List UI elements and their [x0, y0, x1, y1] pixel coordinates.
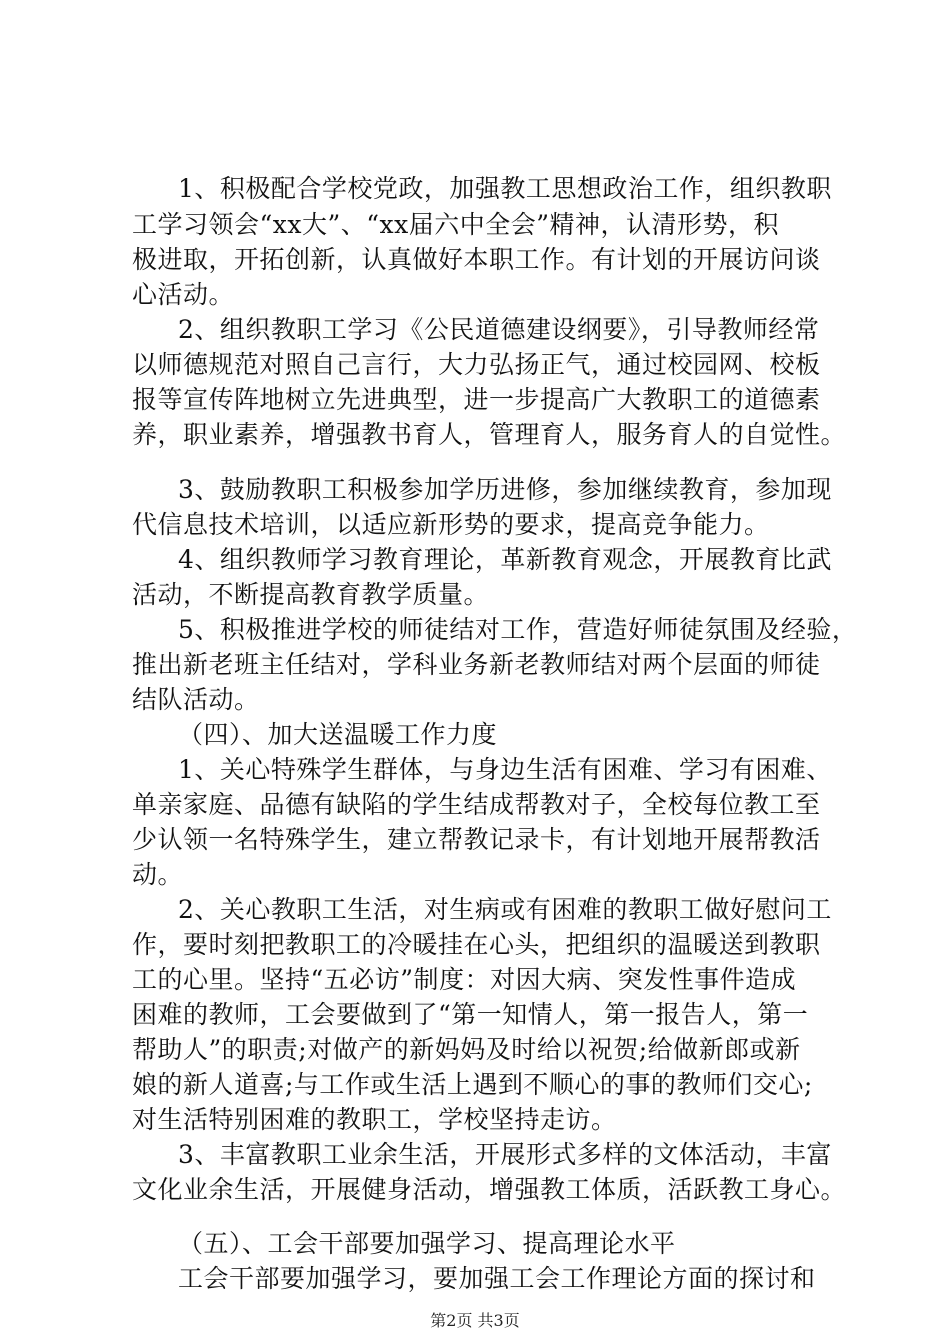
section-heading: （四）、加大送温暖工作力度	[178, 720, 498, 749]
body-line: 报等宣传阵地树立先进典型，进一步提高广大教职工的道德素	[132, 385, 821, 414]
body-line: 对生活特别困难的教职工，学校坚持走访。	[132, 1105, 617, 1134]
body-line: 作，要时刻把教职工的冷暖挂在心头，把组织的温暖送到教职	[132, 930, 821, 959]
body-line: 帮助人”的职责;对做产的新妈妈及时给以祝贺;给做新郎或新	[132, 1035, 801, 1064]
body-line: 心活动。	[132, 280, 235, 309]
body-line: 4、组织教师学习教育理论，革新教育观念，开展教育比武	[178, 545, 832, 574]
body-line: 1、关心特殊学生群体，与身边生活有困难、学习有困难、	[178, 755, 832, 784]
section-heading: （五）、工会干部要加强学习、提高理论水平	[178, 1229, 676, 1258]
body-line: 2、组织教职工学习《公民道德建设纲要》，引导教师经常	[178, 315, 820, 344]
body-line: 极进取，开拓创新，认真做好本职工作。有计划的开展访问谈	[132, 245, 821, 274]
body-line: 1、积极配合学校党政，加强教工思想政治工作，组织教职	[178, 174, 832, 203]
body-line: 工学习领会“xx大”、“xx届六中全会”精神，认清形势，积	[132, 210, 780, 239]
body-line: 少认领一名特殊学生，建立帮教记录卡，有计划地开展帮教活	[132, 825, 821, 854]
body-line: 代信息技术培训，以适应新形势的要求，提高竞争能力。	[132, 510, 770, 539]
body-line: 单亲家庭、品德有缺陷的学生结成帮教对子，全校每位教工至	[132, 790, 821, 819]
body-line: 结队活动。	[132, 685, 260, 714]
body-line: 娘的新人道喜;与工作或生活上遇到不顺心的事的教师们交心;	[132, 1070, 813, 1099]
body-line: 工的心里。坚持“五必访”制度：对因大病、突发性事件造成	[132, 965, 797, 994]
body-line: 活动，不断提高教育教学质量。	[132, 580, 490, 609]
body-line: 以师德规范对照自己言行，大力弘扬正气，通过校园网、校板	[132, 350, 821, 379]
body-line: 困难的教师，工会要做到了“第一知情人，第一报告人，第一	[132, 1000, 809, 1029]
body-line: 3、鼓励教职工积极参加学历进修，参加继续教育，参加现	[178, 475, 832, 504]
body-line: 推出新老班主任结对，学科业务新老教师结对两个层面的师徒	[132, 650, 821, 679]
body-line: 2、关心教职工生活，对生病或有困难的教职工做好慰问工	[178, 895, 832, 924]
body-line: 3、丰富教职工业余生活，开展形式多样的文体活动，丰富	[178, 1140, 832, 1169]
body-line: 养，职业素养，增强教书育人，管理育人，服务育人的自觉性。	[132, 420, 847, 449]
page-footer: 第2页 共3页	[430, 1311, 520, 1330]
body-line: 5、积极推进学校的师徒结对工作，营造好师徒氛围及经验，	[178, 615, 858, 644]
body-line: 动。	[132, 860, 184, 889]
body-line: 文化业余生活，开展健身活动，增强教工体质，活跃教工身心。	[132, 1175, 847, 1204]
body-line: 工会干部要加强学习，要加强工会工作理论方面的探讨和	[178, 1264, 816, 1293]
